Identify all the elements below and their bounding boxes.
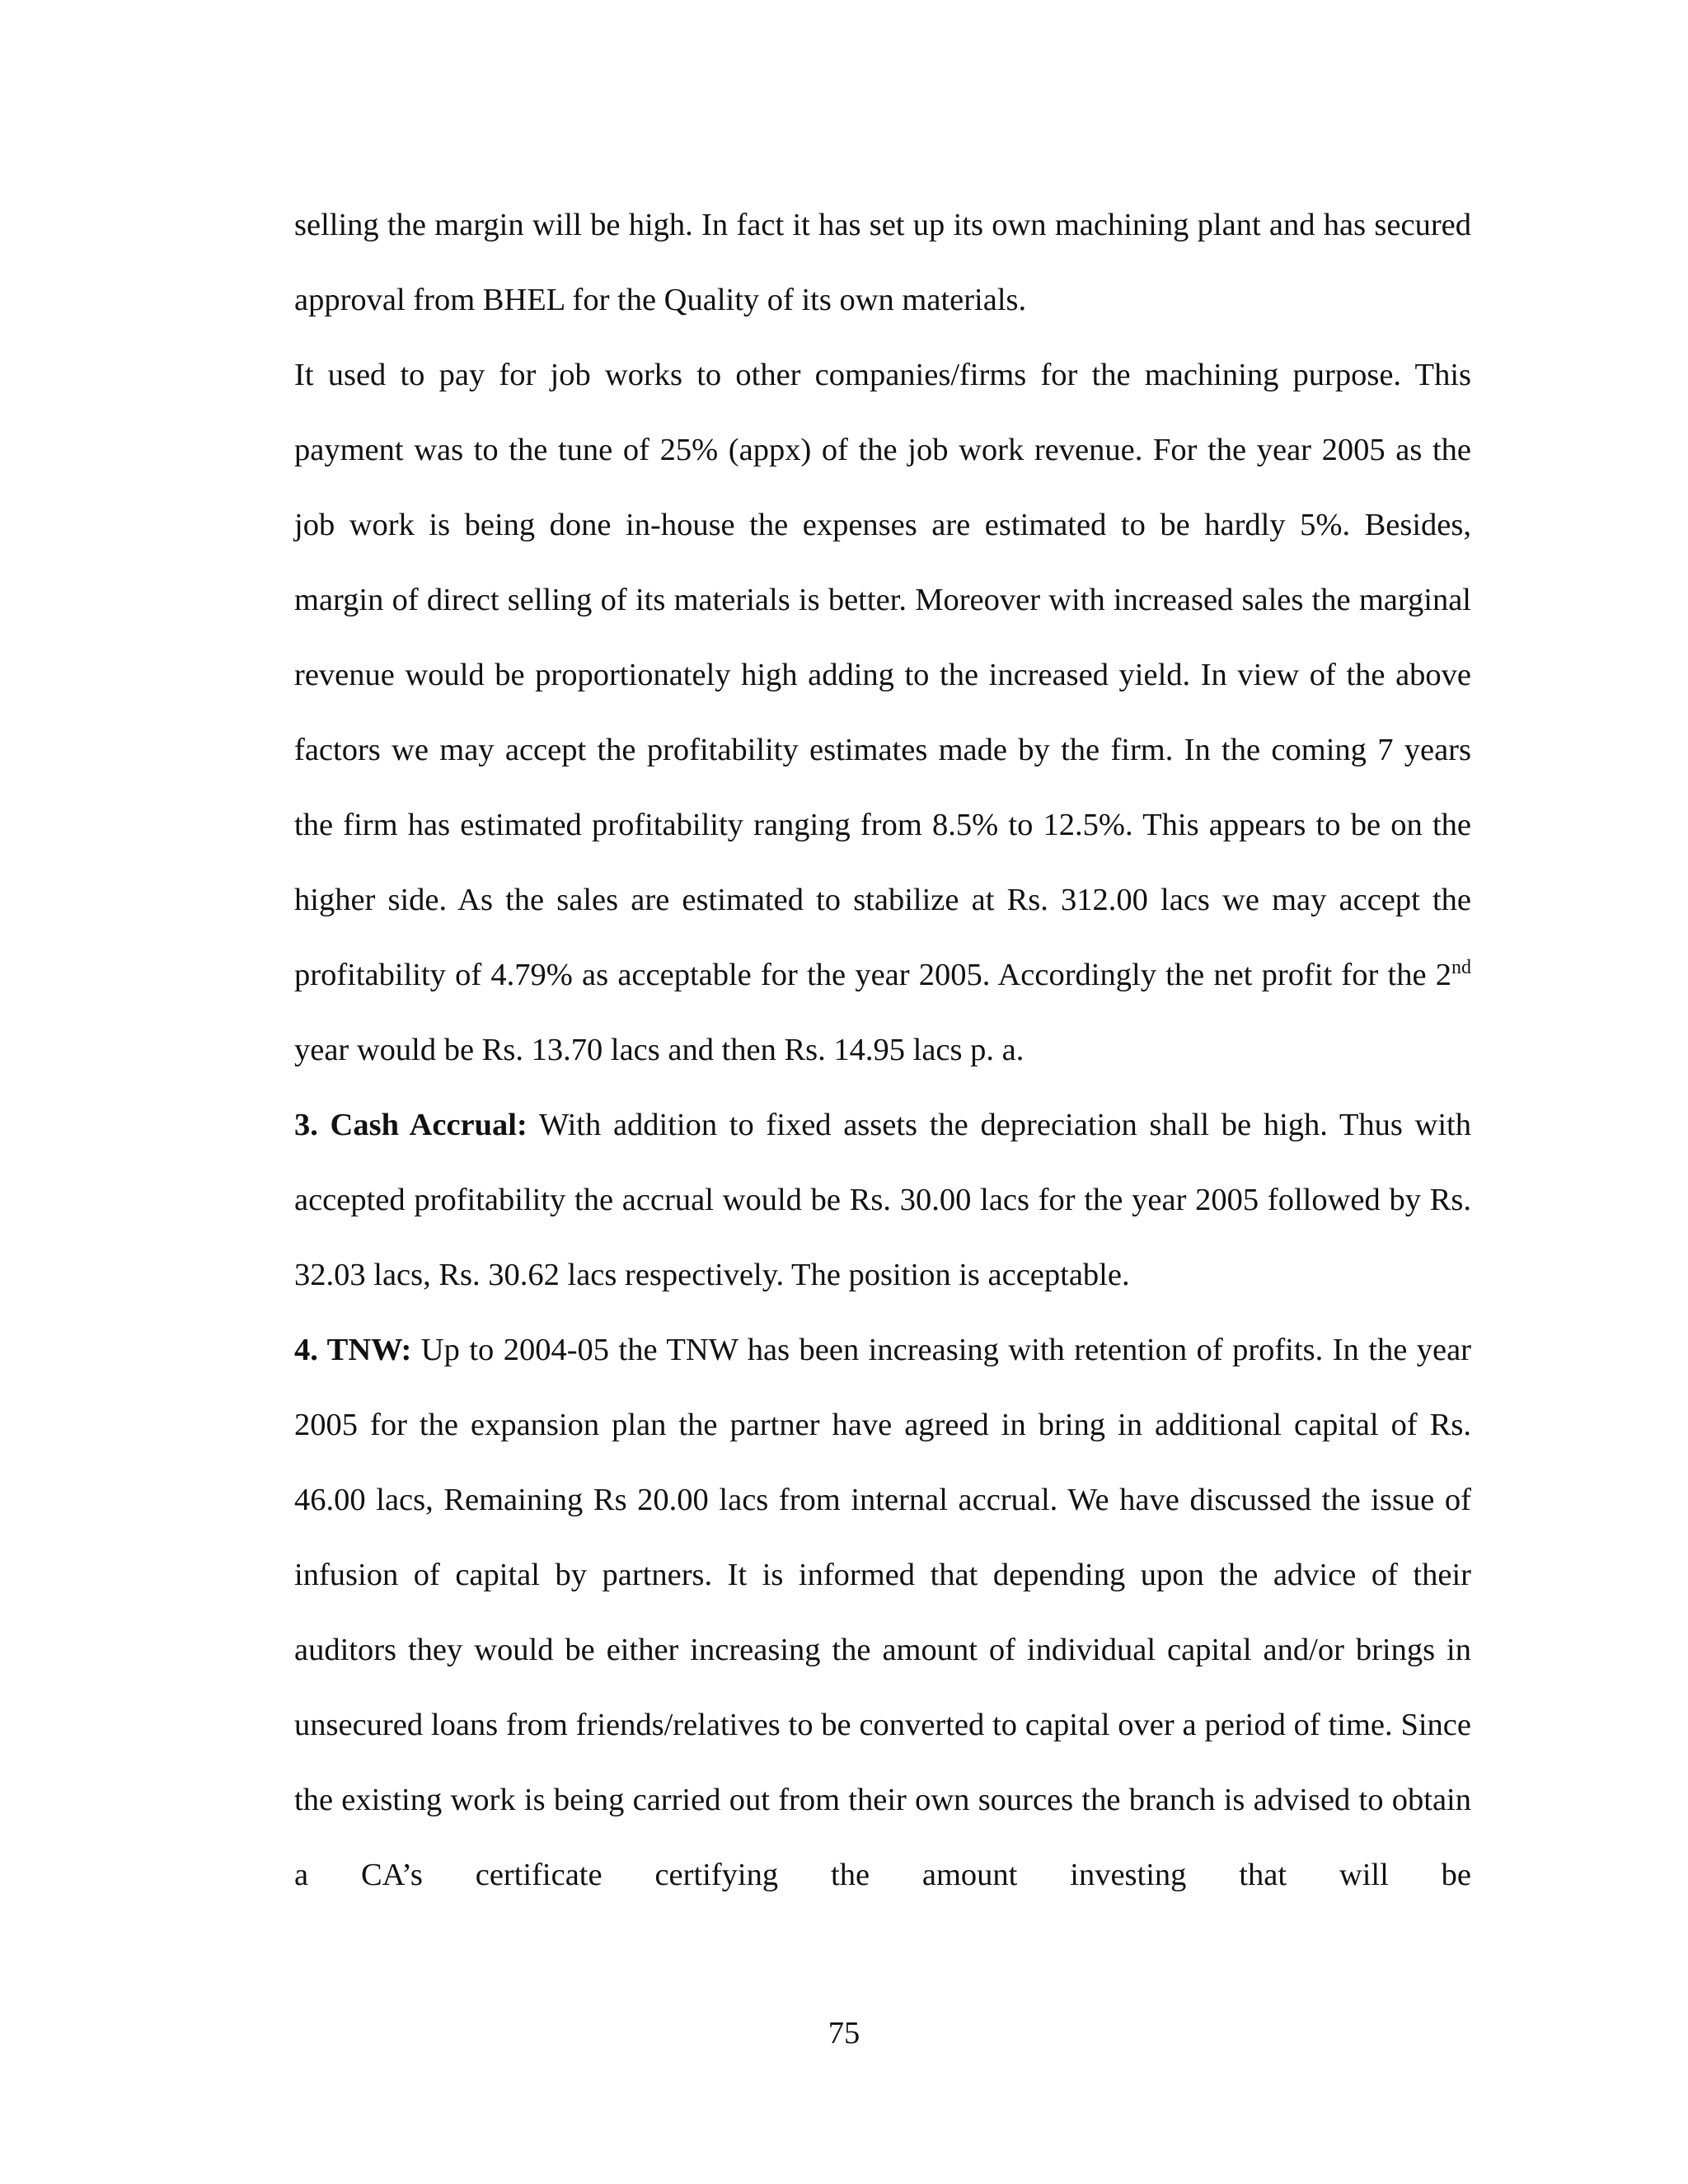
section-heading-tnw: 4. TNW: [294,1333,412,1367]
paragraph-text: Up to 2004-05 the TNW has been increasing with retention of profits. In the year 2005 for the expansion plan the partner have agreed in bring in additional capital of Rs. 46.00 lacs, Remaining Rs 20.00 lacs from internal accrual. We have discussed the issue of infusion of capital by partners. It is informed that depending upon the advice of their auditors they would be either increasing the amount of individual capital and/or brings in unsecured loans from friends/relatives to be converted to capital over a period of time. Since the existing work is being carried out from their own sources the branch is advised to obtain a CA’s certificate certifying the amount investing that will be [294,1333,1471,1892]
paragraph-text-continued: year would be Rs. 13.70 lacs and then Rs. 14.95 lacs p. a. [294,1033,1025,1067]
paragraph-text: It used to pay for job works to other companies/firms for the machining purpose. This payment was to the tune of 25% (appx) of the job work revenue. For the year 2005 as the job work is being done in-house the expenses are estimated to be hardly 5%. Besides, margin of direct selling of its materials is better. Moreover with increased sales the marginal revenue would be proportionately high adding to the increased yield. In view of the above factors we may accept the profitability estimates made by the firm. In the coming 7 years the firm has estimated profitability ranging from 8.5% to 12.5%. This appears to be on the higher side. As the sales are estimated to stabilize at Rs. 312.00 lacs we may accept the profitability of 4.79% as acceptable for the year 2005. Accordingly the net profit for the 2 [294,358,1471,992]
paragraph-tnw [294,1313,1471,1913]
section-heading-cash-accrual: 3. Cash Accrual: [294,1108,528,1142]
paragraph-job-work [294,338,1471,1088]
paragraph-text: selling the margin will be high. In fact it has set up its own machining plant and has secured approval from BHEL for the Quality of its own materials. [294,208,1471,317]
document-body [294,188,1471,1913]
paragraph-cash-accrual [294,1088,1471,1313]
paragraph-text: With addition to fixed assets the depreciation shall be high. Thus with accepted profitability the accrual would be Rs. 30.00 lacs for the year 2005 followed by Rs. 32.03 lacs, Rs. 30.62 lacs respectively. The position is acceptable. [294,1108,1472,1292]
page-number: 75 [828,2016,860,2050]
paragraph-margin-intro [294,188,1471,338]
ordinal-superscript: nd [1451,957,1471,978]
